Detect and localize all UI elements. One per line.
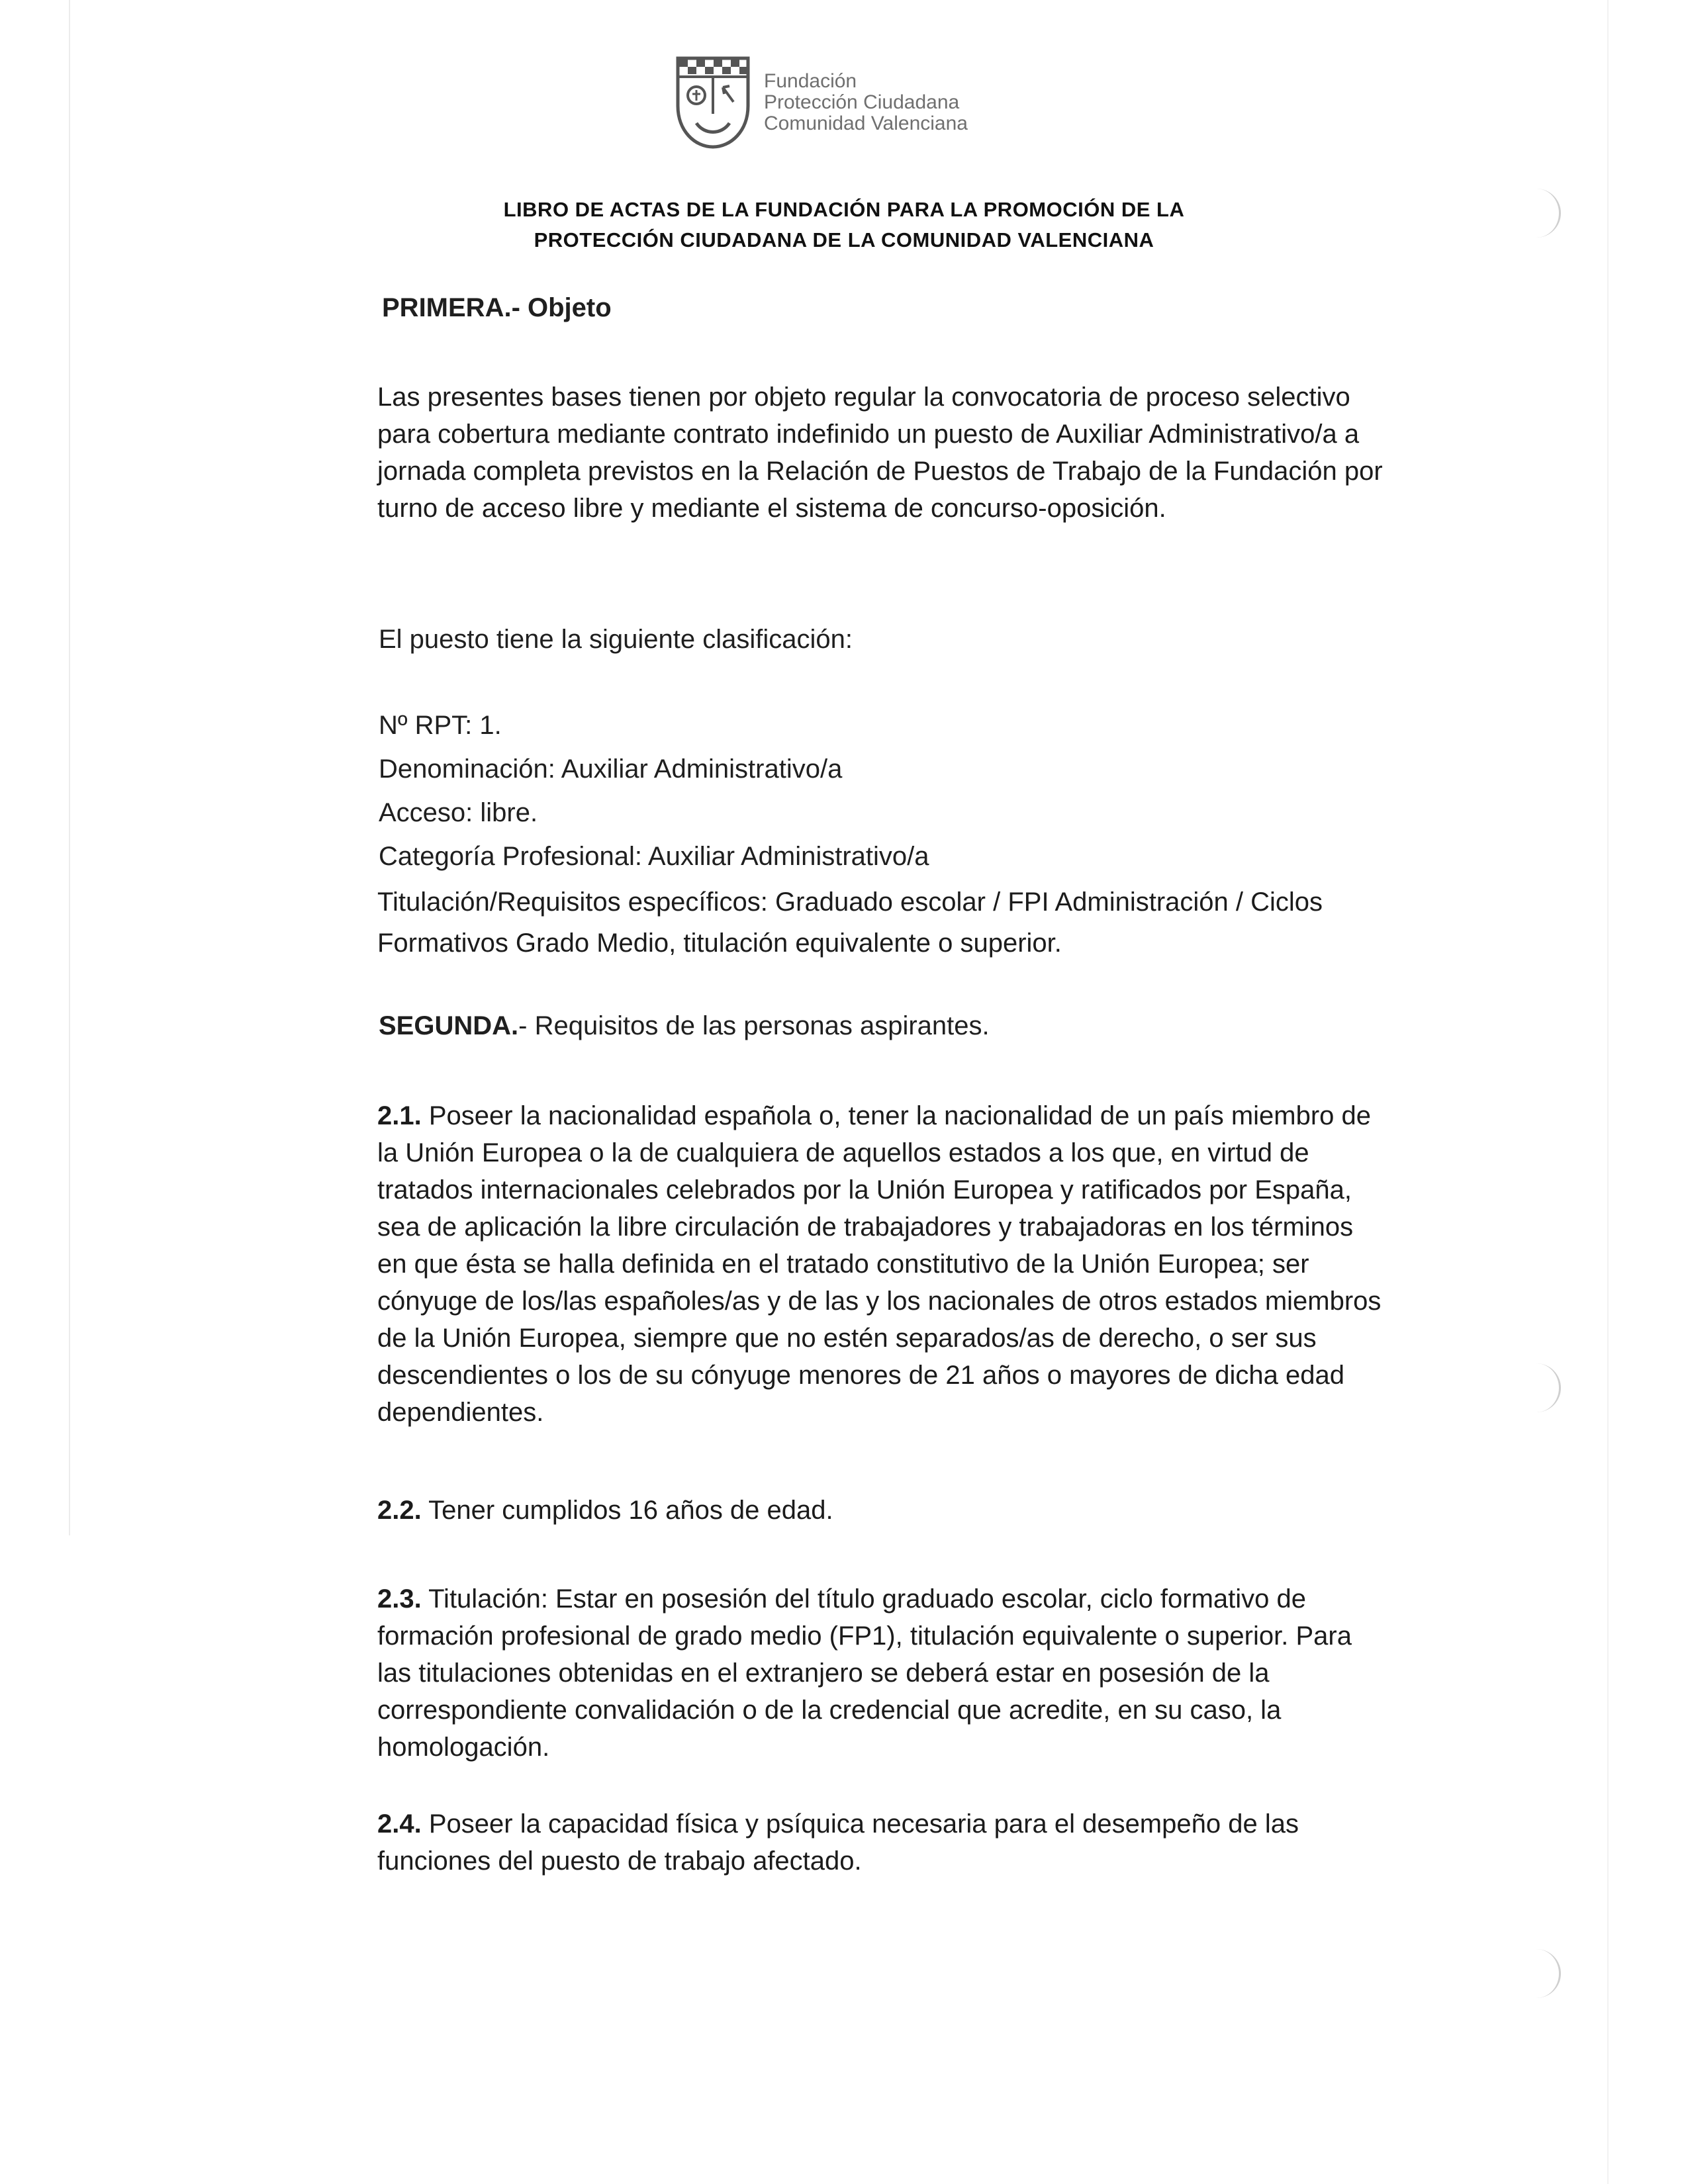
requirement-number: 2.1. [377,1101,422,1130]
logo-line-1: Fundación [764,70,857,92]
requirement-item [377,1097,1383,1431]
punch-hole-mark [1519,1363,1561,1412]
job-denomination: Denominación: Auxiliar Administrativo/a [379,754,843,784]
book-title-line-2: PROTECCIÓN CIUDADANA DE LA COMUNIDAD VALENCIANA [534,228,1154,251]
foundation-logo [674,53,968,152]
requirement-text: Poseer la capacidad física y psíquica necesaria para el desempeño de las funciones del puesto de trabajo afectado. [377,1809,1299,1876]
classification-intro: El puesto tiene la siguiente clasificación: [379,625,853,654]
segunda-heading-bold: SEGUNDA. [379,1011,519,1040]
job-category: Categoría Profesional: Auxiliar Administrativo/a [379,842,929,871]
requirement-text: Poseer la nacionalidad española o, tener la nacionalidad de un país miembro de la Unión Europea o la de cualquiera de aquellos estados a los que, en virtud de tratados internacionales celebrados por la Unión Europea y ratificados por España, sea de aplicación la libre circulación de trabajadores y trabajadoras en los términos en que ésta se halla definida en el tratado constitutivo de la Unión Europea; ser cónyuge de los/las españoles/as y de las y los nacionales de otros estados miembros de la Unión Europea, siempre que no estén separados/as de derecho, o ser sus descendientes o los de su cónyuge menores de 21 años o mayores de dicha edad dependientes. [377,1101,1382,1427]
requirement-text: Tener cumplidos 16 años de edad. [428,1496,833,1525]
segunda-heading-rest: - Requisitos de las personas aspirantes. [518,1011,990,1040]
scan-edge-left [69,0,70,1535]
punch-hole-mark [1519,1949,1561,1998]
requirement-number: 2.3. [377,1584,422,1614]
scan-edge-right [1607,0,1609,2184]
requirement-number: 2.4. [377,1809,422,1839]
requirement-number: 2.2. [377,1496,422,1525]
punch-hole-mark [1519,189,1561,238]
requirement-item [377,1805,1383,1880]
shield-emblem-icon [674,54,752,151]
requirement-item [377,1492,1383,1529]
book-title [371,195,1317,255]
section-primera-heading: PRIMERA.- Objeto [382,293,612,322]
primera-paragraph: Las presentes bases tienen por objeto regular la convocatoria de proceso selectivo para cobertura mediante contrato indefinido un puesto de Auxiliar Administrativo/a a jornada completa previstos en la Relación de Puestos de Trabajo de la Fundación por turno de acceso libre y mediante el sistema de concurso-oposición. [377,383,1383,523]
job-requirements: Titulación/Requisitos específicos: Graduado escolar / FPI Administración / Ciclos Formativos Grado Medio, titulación equivalente o superior. [377,887,1323,958]
section-segunda-heading [379,1007,990,1044]
requirement-item [377,1580,1383,1766]
logo-line-2: Protección Ciudadana [764,91,960,113]
rpt-number: Nº RPT: 1. [379,711,502,740]
logo-line-3: Comunidad Valenciana [764,113,968,134]
book-title-line-1: LIBRO DE ACTAS DE LA FUNDACIÓN PARA LA PROMOCIÓN DE LA [503,198,1185,221]
job-access: Acceso: libre. [379,798,538,827]
requirement-text: Titulación: Estar en posesión del título graduado escolar, ciclo formativo de formación profesional de grado medio (FP1), titulación equivalente o superior. Para las titulaciones obtenidas en el extranjero se deberá estar en posesión de la correspondiente convalidación o de la credencial que acredite, en su caso, la homologación. [377,1584,1352,1762]
